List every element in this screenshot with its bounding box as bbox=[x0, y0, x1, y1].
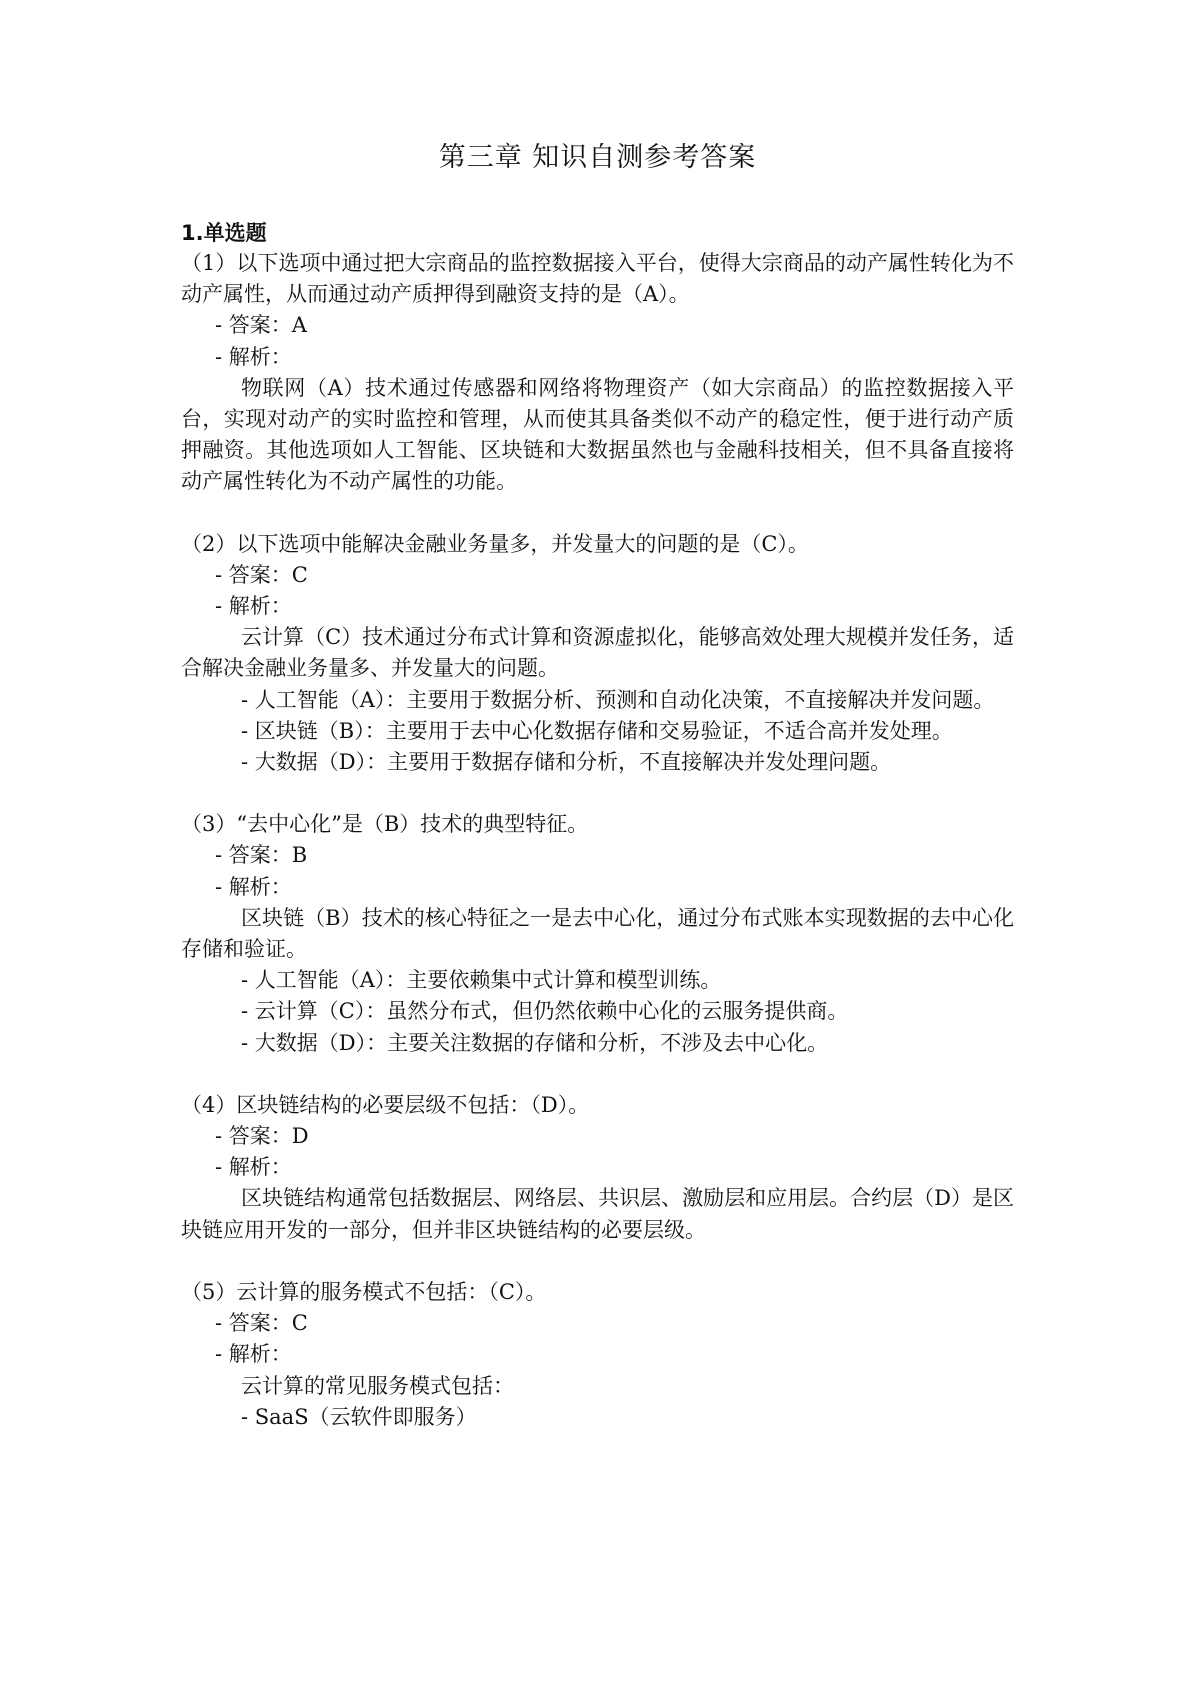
analysis-label: - 解析： bbox=[215, 344, 292, 369]
question-text: （2）以下选项中能解决金融业务量多，并发量大的问题的是（C）。 bbox=[181, 531, 809, 556]
question-block-1 bbox=[181, 248, 1014, 498]
analysis-label: - 解析： bbox=[215, 1155, 292, 1180]
analysis-text: 区块链（B）技术的核心特征之一是去中心化，通过分布式账本实现数据的去中心化存储和验证。 bbox=[181, 905, 1014, 962]
question-text: （5）云计算的服务模式不包括：（C）。 bbox=[181, 1279, 547, 1304]
question-block-2 bbox=[181, 529, 1014, 779]
question-block-5 bbox=[181, 1277, 1014, 1433]
spacer bbox=[181, 498, 1014, 529]
analysis-point: - 大数据（D）：主要关注数据的存储和分析，不涉及去中心化。 bbox=[241, 1030, 829, 1055]
analysis-text: 云计算（C）技术通过分布式计算和资源虚拟化，能够高效处理大规模并发任务，适合解决金融业务量多、并发量大的问题。 bbox=[181, 625, 1014, 681]
question-block-4 bbox=[181, 1090, 1014, 1246]
answer-line: - 答案：C bbox=[215, 562, 308, 587]
question-block-3 bbox=[181, 809, 1014, 1059]
analysis-point: - SaaS（云软件即服务） bbox=[241, 1404, 477, 1429]
analysis-label: - 解析： bbox=[215, 874, 292, 899]
analysis-label: - 解析： bbox=[215, 594, 292, 619]
answer-line: - 答案：D bbox=[215, 1124, 309, 1149]
question-text: （1）以下选项中通过把大宗商品的监控数据接入平台，使得大宗商品的动产属性转化为不动产属性，从而通过动产质押得到融资支持的是（A）。 bbox=[181, 251, 1014, 307]
analysis-text: 区块链结构通常包括数据层、网络层、共识层、激励层和应用层。合约层（D）是区块链应用开发的一部分，但并非区块链结构的必要层级。 bbox=[181, 1186, 1014, 1242]
analysis-point: - 区块链（B）：主要用于去中心化数据存储和交易验证，不适合高并发处理。 bbox=[241, 718, 953, 743]
document-content bbox=[181, 140, 1014, 1433]
analysis-point: - 大数据（D）：主要用于数据存储和分析，不直接解决并发处理问题。 bbox=[241, 750, 892, 775]
analysis-point: - 人工智能（A）：主要依赖集中式计算和模型训练。 bbox=[241, 968, 722, 993]
spacer bbox=[181, 1059, 1014, 1090]
analysis-text: 云计算的常见服务模式包括： bbox=[241, 1373, 514, 1398]
analysis-label: - 解析： bbox=[215, 1342, 292, 1367]
question-text: （4）区块链结构的必要层级不包括：（D）。 bbox=[181, 1092, 590, 1117]
analysis-point: - 云计算（C）：虽然分布式，但仍然依赖中心化的云服务提供商。 bbox=[241, 999, 849, 1024]
page-title: 第三章 知识自测参考答案 bbox=[438, 142, 757, 173]
answer-line: - 答案：B bbox=[215, 843, 308, 868]
analysis-point: - 人工智能（A）：主要用于数据分析、预测和自动化决策，不直接解决并发问题。 bbox=[241, 687, 995, 712]
spacer bbox=[181, 1246, 1014, 1277]
spacer bbox=[181, 778, 1014, 809]
section-heading: 1.单选题 bbox=[181, 221, 267, 245]
answer-line: - 答案：A bbox=[215, 313, 307, 338]
answer-line: - 答案：C bbox=[215, 1311, 308, 1336]
question-text: （3）“去中心化”是（B）技术的典型特征。 bbox=[181, 812, 589, 837]
analysis-text: 物联网（A）技术通过传感器和网络将物理资产（如大宗商品）的监控数据接入平台，实现对动产的实时监控和管理，从而使其具备类似不动产的稳定性，便于进行动产质押融资。其他选项如人工智能、区块链和大数据虽然也与金融科技相关，但不具备直接将动产属性转化为不动产属性的功能。 bbox=[181, 375, 1014, 494]
